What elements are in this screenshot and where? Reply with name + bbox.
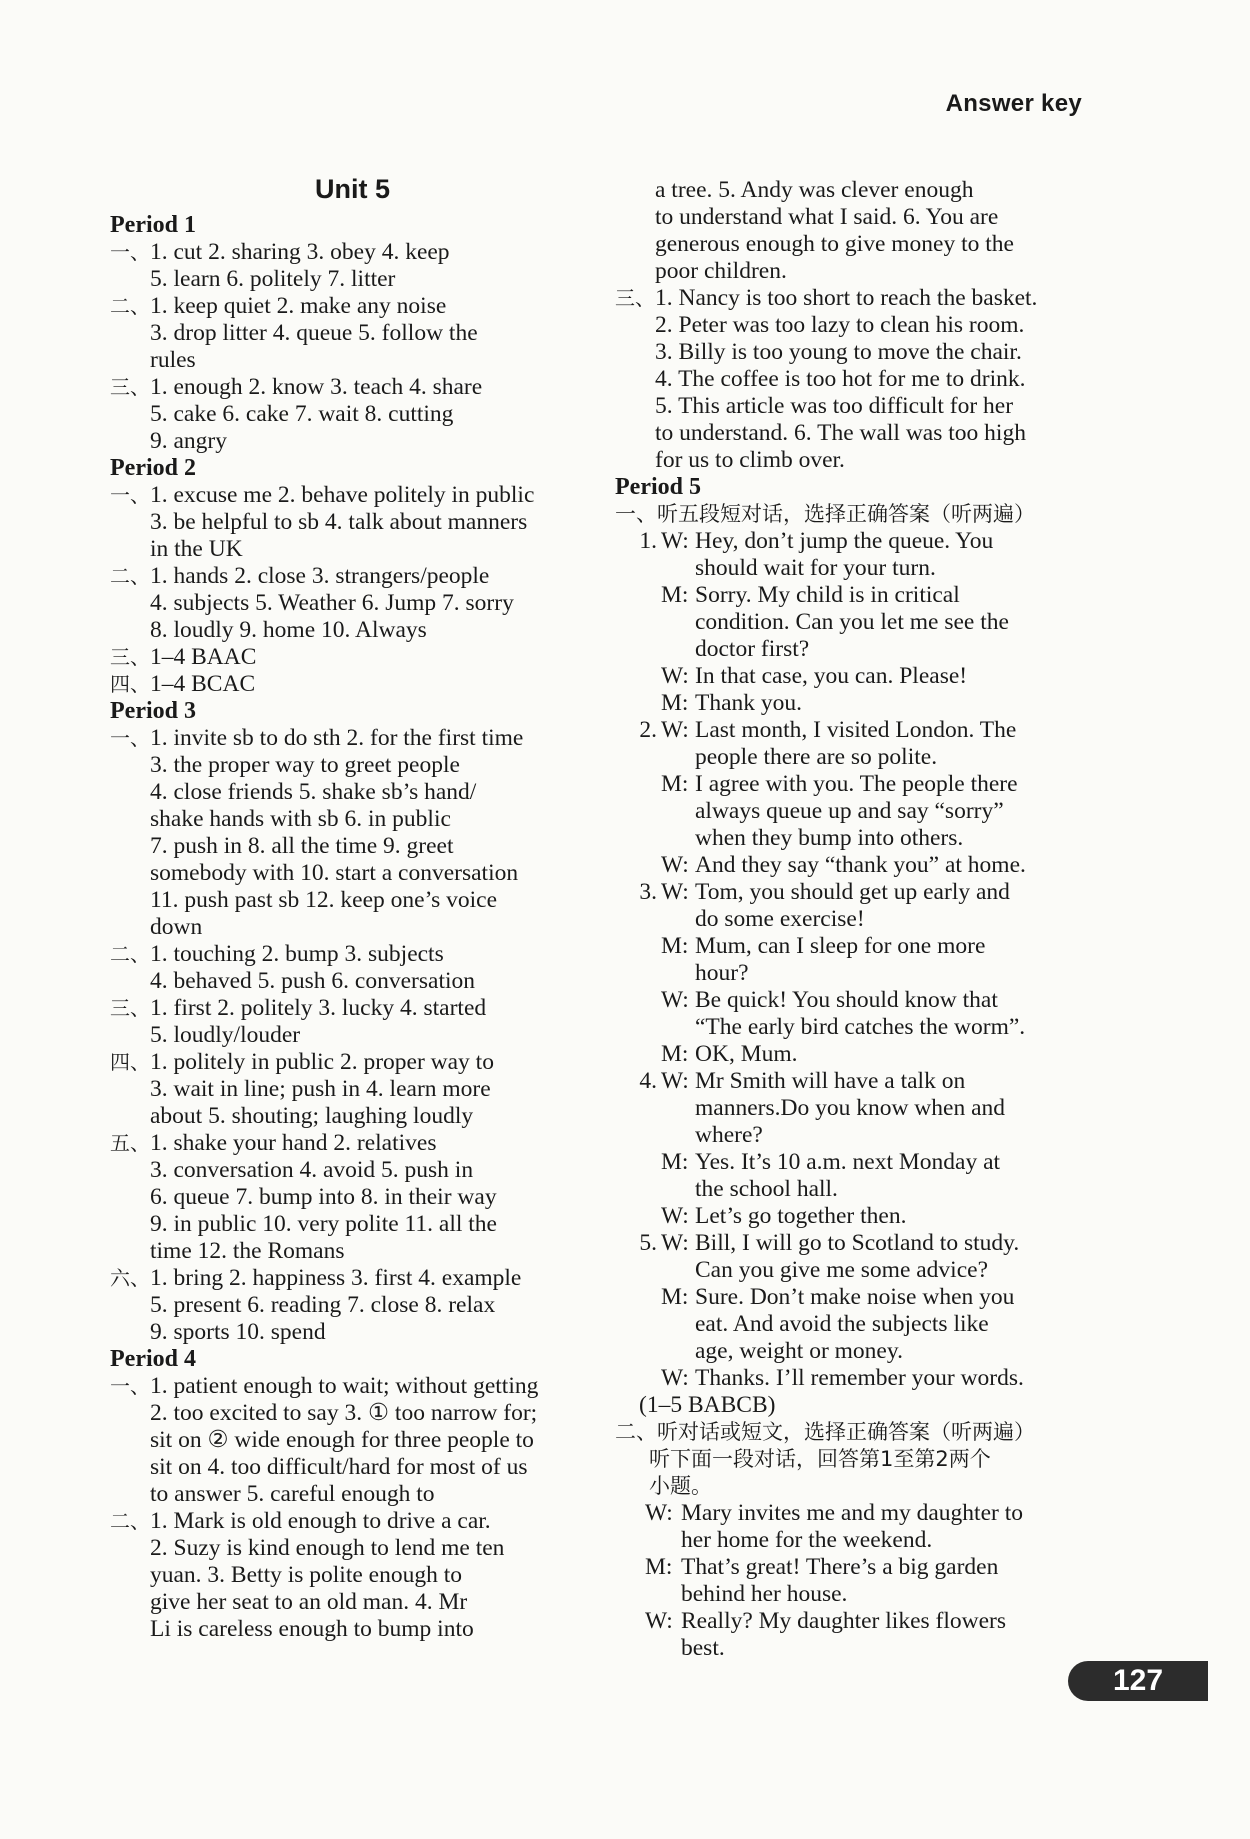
dialogue-number	[615, 1203, 661, 1230]
dialogue-number: 2.	[639, 717, 657, 743]
speaker-label: W:	[645, 1500, 673, 1526]
speaker-label: W:	[661, 852, 689, 878]
dialogue-line: should wait for your turn.	[695, 555, 936, 581]
section-2-intro: 听下面一段对话，回答第1至第2两个	[649, 1447, 991, 1471]
speaker-label: W:	[661, 1365, 689, 1391]
period-3-heading: Period 3	[110, 698, 196, 724]
dialogue-line: I agree with you. The people there	[695, 771, 1018, 797]
section-label: 四、	[110, 1050, 150, 1074]
answer-line: 2. too excited to say 3. ① too narrow for;	[150, 1400, 538, 1426]
dialogue-line: And they say “thank you” at home.	[695, 852, 1026, 878]
dialogue-turn	[615, 987, 1110, 1041]
dialogue-line: Sorry. My child is in critical	[695, 582, 960, 608]
dialogue-line: where?	[695, 1122, 763, 1148]
period-4-section-1	[110, 1373, 585, 1508]
period-3-section-5	[110, 1130, 585, 1265]
answer-line: 1. cut 2. sharing 3. obey 4. keep	[150, 239, 450, 265]
answer-line: poor children.	[655, 258, 787, 284]
answer-line: 1. patient enough to wait; without getting	[150, 1373, 539, 1399]
period-2-section-4	[110, 671, 585, 698]
answer-line: 3. drop litter 4. queue 5. follow the	[150, 320, 478, 346]
speaker-label: M:	[661, 1149, 689, 1175]
speaker-label: W:	[661, 663, 689, 689]
answer-line: time 12. the Romans	[150, 1238, 345, 1264]
section-label: 六、	[110, 1266, 150, 1290]
answer-line: shake hands with sb 6. in public	[150, 806, 451, 832]
section-label: 一、	[110, 483, 150, 507]
answer-line: 9. angry	[150, 428, 228, 454]
period-3-section-3	[110, 995, 585, 1049]
dialogue-number	[615, 987, 661, 1041]
dialogue-number	[615, 1149, 661, 1203]
speaker-label: M:	[661, 1284, 689, 1310]
answer-line: 4. The coffee is too hot for me to drink.	[655, 366, 1026, 392]
answer-line: 1. bring 2. happiness 3. first 4. example	[150, 1265, 522, 1291]
dialogue-line: Mr Smith will have a talk on	[695, 1068, 966, 1094]
answer-line: sit on 4. too difficult/hard for most of us	[150, 1454, 528, 1480]
dialogue-number	[615, 852, 661, 879]
dialogue-number: 3.	[639, 879, 657, 905]
speaker-label: W:	[661, 879, 689, 905]
period-5-heading: Period 5	[615, 474, 701, 500]
period-3-section-6	[110, 1265, 585, 1346]
dialogue-turn	[615, 582, 1110, 663]
dialogue-line: Mum, can I sleep for one more	[695, 933, 986, 959]
dialogue-line: That’s great! There’s a big garden	[681, 1554, 999, 1580]
answer-line: 1. touching 2. bump 3. subjects	[150, 941, 444, 967]
dialogue-line: manners.Do you know when and	[695, 1095, 1006, 1121]
listening-dialogues	[615, 528, 1110, 1392]
dialogue-line: “The early bird catches the worm”.	[695, 1014, 1026, 1040]
dialogue-turn	[615, 528, 1110, 582]
dialogue-line: Mary invites me and my daughter to	[681, 1500, 1023, 1526]
section-label: 三、	[110, 375, 150, 399]
answer-line: 4. behaved 5. push 6. conversation	[150, 968, 476, 994]
answer-summary: (1–5 BABCB)	[639, 1392, 776, 1418]
section-2-intro: 小题。	[649, 1474, 712, 1498]
dialogue-turn	[615, 1365, 1110, 1392]
dialogue-line: Bill, I will go to Scotland to study.	[695, 1230, 1020, 1256]
answer-line: 1. invite sb to do sth 2. for the first time	[150, 725, 524, 751]
dialogue-number: 4.	[639, 1068, 657, 1094]
answer-line: a tree. 5. Andy was clever enough	[655, 177, 974, 203]
dialogue-turn	[615, 1554, 1110, 1608]
dialogue-number	[615, 1041, 661, 1068]
answer-line: 5. This article was too difficult for her	[655, 393, 1014, 419]
speaker-label: M:	[645, 1554, 673, 1580]
dialogue-line: behind her house.	[681, 1581, 848, 1607]
answer-line: for us to climb over.	[655, 447, 845, 473]
answer-line: down	[150, 914, 203, 940]
section-label: 四、	[110, 672, 150, 696]
section-2-title: 二、听对话或短文，选择正确答案（听两遍）	[615, 1420, 1035, 1444]
answer-line: 1–4 BAAC	[150, 644, 257, 670]
dialogue-line: hour?	[695, 960, 749, 986]
answer-line: 3. Billy is too young to move the chair.	[655, 339, 1022, 365]
answer-line: sit on ② wide enough for three people to	[150, 1427, 534, 1453]
answer-line: 1. first 2. politely 3. lucky 4. started	[150, 995, 487, 1021]
period-1-heading: Period 1	[110, 212, 196, 238]
speaker-label: W:	[645, 1608, 673, 1634]
speaker-label: M:	[661, 933, 689, 959]
section-label: 一、	[110, 1374, 150, 1398]
section-label: 二、	[110, 564, 150, 588]
answer-line: 2. Peter was too lazy to clean his room.	[655, 312, 1025, 338]
dialogue-turn	[615, 771, 1110, 852]
dialogue-number	[615, 663, 661, 690]
dialogue-turn	[615, 663, 1110, 690]
dialogue-line: do some exercise!	[695, 906, 865, 932]
answer-line: 5. cake 6. cake 7. wait 8. cutting	[150, 401, 454, 427]
dialogue-line: age, weight or money.	[695, 1338, 903, 1364]
dialogue-number	[615, 582, 661, 663]
answer-line: 1–4 BCAC	[150, 671, 256, 697]
answer-line: 5. present 6. reading 7. close 8. relax	[150, 1292, 496, 1318]
answer-line: 1. enough 2. know 3. teach 4. share	[150, 374, 483, 400]
speaker-label: W:	[661, 987, 689, 1013]
dialogue-number	[615, 933, 661, 987]
answer-line: 1. hands 2. close 3. strangers/people	[150, 563, 490, 589]
section-label: 三、	[110, 645, 150, 669]
dialogue-line: Sure. Don’t make noise when you	[695, 1284, 1015, 1310]
dialogue-line: Let’s go together then.	[695, 1203, 907, 1229]
dialogue-line: In that case, you can. Please!	[695, 663, 968, 689]
answer-line: give her seat to an old man. 4. Mr	[150, 1589, 468, 1615]
speaker-label: W:	[661, 528, 689, 554]
section-label: 二、	[110, 294, 150, 318]
right-column	[615, 177, 1110, 1662]
speaker-label: W:	[661, 1230, 689, 1256]
section-label: 一、	[110, 726, 150, 750]
answer-line: to answer 5. careful enough to	[150, 1481, 435, 1507]
dialogue-turn	[615, 1284, 1110, 1365]
dialogue-turn	[615, 1500, 1110, 1554]
dialogue-line: Really? My daughter likes flowers	[681, 1608, 1006, 1634]
answer-line: 4. subjects 5. Weather 6. Jump 7. sorry	[150, 590, 514, 616]
answer-line: about 5. shouting; laughing loudly	[150, 1103, 474, 1129]
left-column	[110, 174, 585, 1643]
answer-line: 5. learn 6. politely 7. litter	[150, 266, 396, 292]
answer-line: 1. keep quiet 2. make any noise	[150, 293, 447, 319]
dialogue-turn	[615, 933, 1110, 987]
answer-line: 11. push past sb 12. keep one’s voice	[150, 887, 498, 913]
answer-line: 4. close friends 5. shake sb’s hand/	[150, 779, 477, 805]
period-2-section-1	[110, 482, 585, 563]
dialogue-line: condition. Can you let me see the	[695, 609, 1009, 635]
dialogue-line: doctor first?	[695, 636, 810, 662]
answer-line: 7. push in 8. all the time 9. greet	[150, 833, 454, 859]
dialogue-turn	[615, 1149, 1110, 1203]
dialogue-turn	[615, 879, 1110, 933]
dialogue-line: Hey, don’t jump the queue. You	[695, 528, 994, 554]
dialogue-turn	[615, 1041, 1110, 1068]
answer-line: 5. loudly/louder	[150, 1022, 301, 1048]
speaker-label: W:	[661, 717, 689, 743]
dialogue-line: people there are so polite.	[695, 744, 938, 770]
answer-line: 1. Mark is old enough to drive a car.	[150, 1508, 491, 1534]
answer-line: to understand what I said. 6. You are	[655, 204, 999, 230]
section-label: 二、	[110, 942, 150, 966]
answer-line: somebody with 10. start a conversation	[150, 860, 519, 886]
dialogue-6	[615, 1500, 1110, 1662]
section-label: 三、	[615, 286, 655, 310]
answer-line: 3. the proper way to greet people	[150, 752, 460, 778]
page-number: 127	[1068, 1661, 1208, 1701]
dialogue-line: the school hall.	[695, 1176, 838, 1202]
period-3-section-1	[110, 725, 585, 941]
answer-line: in the UK	[150, 536, 243, 562]
speaker-label: W:	[661, 1068, 689, 1094]
dialogue-line: Yes. It’s 10 a.m. next Monday at	[695, 1149, 1001, 1175]
dialogue-turn	[615, 1068, 1110, 1149]
period-4-section-2	[110, 1508, 585, 1643]
dialogue-line: her home for the weekend.	[681, 1527, 933, 1553]
dialogue-line: OK, Mum.	[695, 1041, 798, 1067]
answer-line: 8. loudly 9. home 10. Always	[150, 617, 427, 643]
dialogue-turn	[615, 717, 1110, 771]
answer-line: 6. queue 7. bump into 8. in their way	[150, 1184, 497, 1210]
answer-line: 9. in public 10. very polite 11. all the	[150, 1211, 497, 1237]
dialogue-line: Thank you.	[695, 690, 803, 716]
dialogue-line: when they bump into others.	[695, 825, 964, 851]
section-label: 五、	[110, 1131, 150, 1155]
section-1-title: 一、听五段短对话，选择正确答案（听两遍）	[615, 502, 1035, 526]
period-2-section-2	[110, 563, 585, 644]
page-header: Answer key	[945, 90, 1082, 117]
answer-line: rules	[150, 347, 196, 373]
answer-line: 3. wait in line; push in 4. learn more	[150, 1076, 491, 1102]
answer-line: 2. Suzy is kind enough to lend me ten	[150, 1535, 505, 1561]
speaker-label: M:	[661, 582, 689, 608]
period-1-section-2	[110, 293, 585, 374]
answer-line: 1. excuse me 2. behave politely in public	[150, 482, 535, 508]
answer-line: yuan. 3. Betty is polite enough to	[150, 1562, 462, 1588]
period-3-section-4	[110, 1049, 585, 1130]
dialogue-turn	[615, 690, 1110, 717]
dialogue-line: Can you give me some advice?	[695, 1257, 989, 1283]
dialogue-line: Thanks. I’ll remember your words.	[695, 1365, 1024, 1391]
speaker-label: W:	[661, 1203, 689, 1229]
answer-line: Li is careless enough to bump into	[150, 1616, 474, 1642]
dialogue-line: eat. And avoid the subjects like	[695, 1311, 989, 1337]
section-label: 二、	[110, 1509, 150, 1533]
answer-line: generous enough to give money to the	[655, 231, 1014, 257]
answer-line: 1. Nancy is too short to reach the basket.	[655, 285, 1038, 311]
dialogue-turn	[615, 1203, 1110, 1230]
answer-line: 3. be helpful to sb 4. talk about manners	[150, 509, 528, 535]
period-4-heading: Period 4	[110, 1346, 196, 1372]
period-3-section-2	[110, 941, 585, 995]
period-2-heading: Period 2	[110, 455, 196, 481]
dialogue-line: Tom, you should get up early and	[695, 879, 1010, 905]
answer-line: 9. sports 10. spend	[150, 1319, 326, 1345]
dialogue-number: 5.	[639, 1230, 657, 1256]
dialogue-line: Be quick! You should know that	[695, 987, 998, 1013]
period-1-section-1	[110, 239, 585, 293]
dialogue-number	[615, 1284, 661, 1365]
section-label: 一、	[110, 240, 150, 264]
section-label: 三、	[110, 996, 150, 1020]
dialogue-number	[615, 771, 661, 852]
dialogue-line: always queue up and say “sorry”	[695, 798, 1004, 824]
speaker-label: M:	[661, 1041, 689, 1067]
answer-line: 3. conversation 4. avoid 5. push in	[150, 1157, 474, 1183]
dialogue-number	[615, 1365, 661, 1392]
dialogue-line: Last month, I visited London. The	[695, 717, 1017, 743]
dialogue-turn	[615, 1230, 1110, 1284]
speaker-label: M:	[661, 771, 689, 797]
period-2-section-3	[110, 644, 585, 671]
speaker-label: M:	[661, 690, 689, 716]
answer-line: 1. shake your hand 2. relatives	[150, 1130, 437, 1156]
period-4-section-3	[615, 285, 1110, 474]
answer-line: to understand. 6. The wall was too high	[655, 420, 1026, 446]
dialogue-line: best.	[681, 1635, 725, 1661]
unit-title: Unit 5	[314, 174, 390, 204]
period-1-section-3	[110, 374, 585, 455]
dialogue-number	[615, 690, 661, 717]
answer-line: 1. politely in public 2. proper way to	[150, 1049, 494, 1075]
dialogue-turn	[615, 1608, 1110, 1662]
dialogue-number: 1.	[639, 528, 657, 554]
dialogue-turn	[615, 852, 1110, 879]
